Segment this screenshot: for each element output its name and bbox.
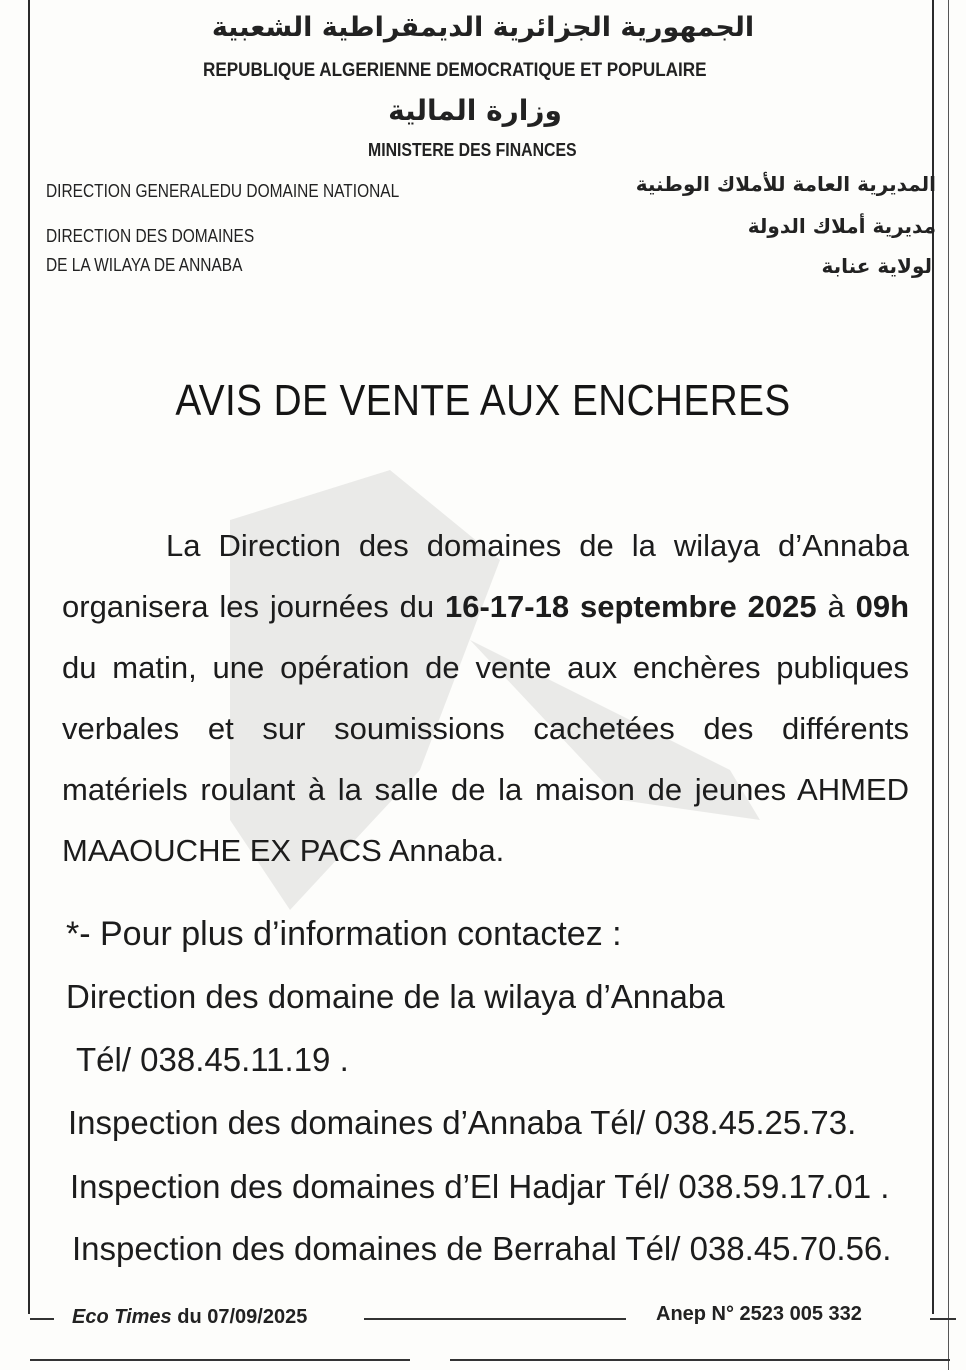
footer-newspaper-date	[72, 1306, 307, 1329]
arabic-ministry-title: وزارة المالية	[388, 94, 562, 127]
body-text-a: à	[816, 589, 856, 624]
footer-rule-left	[30, 1318, 54, 1320]
notice-title: AVIS DE VENTE AUX ENCHERES	[175, 376, 791, 425]
french-dgdn: DIRECTION GENERALEDU DOMAINE NATIONAL	[46, 181, 400, 201]
contact-inspection-annaba: Inspection des domaines d’Annaba Tél/ 038.45.25.73.	[68, 1104, 857, 1141]
french-direction-line2: DE LA WILAYA DE ANNABA	[46, 255, 243, 275]
contact-direction: Direction des domaine de la wilaya d’Annaba	[66, 978, 725, 1015]
anep-reference: Anep N° 2523 005 332	[656, 1303, 862, 1325]
footer-rule-right	[930, 1318, 956, 1320]
contact-direction-tel: Tél/ 038.45.11.19 .	[76, 1041, 349, 1078]
french-republic-title: REPUBLIQUE ALGERIENNE DEMOCRATIQUE ET POPULAIRE	[203, 60, 707, 81]
body-text-end: du matin, une opération de vente aux enchères publiques verbales et sur soumissions cachetées des différents matériels roulant à la salle de la maison de jeunes AHMED MAAOUCHE EX PACS Annaba.	[62, 650, 909, 868]
contact-inspection-el-hadjar: Inspection des domaines d’El Hadjar Tél/ 038.59.17.01 .	[70, 1168, 890, 1205]
bottom-edge-rule-left	[30, 1359, 410, 1361]
bottom-edge-rule-right	[450, 1359, 950, 1361]
arabic-direction-line2: لولاية عنابة	[821, 254, 932, 278]
arabic-direction-line1: مديرية أملاك الدولة	[747, 214, 936, 238]
newspaper-name: Eco Times	[72, 1306, 172, 1328]
scan-edge	[948, 0, 949, 1370]
auction-time: 09h	[855, 589, 910, 624]
body-text-start: La Direction des domaines de la wilaya d’Annaba organisera les journées du	[62, 528, 909, 624]
notice-body	[62, 515, 909, 881]
footer-rule-middle	[364, 1318, 626, 1320]
publication-date: du 07/09/2025	[171, 1306, 308, 1328]
french-ministry-title: MINISTERE DES FINANCES	[368, 140, 577, 160]
arabic-republic-title: الجمهورية الجزائرية الديمقراطية الشعبية	[211, 12, 755, 43]
contact-inspection-berrahal: Inspection des domaines de Berrahal Tél/ 038.45.70.56.	[72, 1230, 892, 1267]
arabic-dgdn: المديرية العامة للأملاك الوطنية	[635, 172, 936, 196]
auction-dates: 16-17-18 septembre 2025	[445, 589, 817, 624]
contact-heading: *- Pour plus d’information contactez :	[66, 915, 622, 953]
french-direction-line1: DIRECTION DES DOMAINES	[46, 226, 255, 246]
